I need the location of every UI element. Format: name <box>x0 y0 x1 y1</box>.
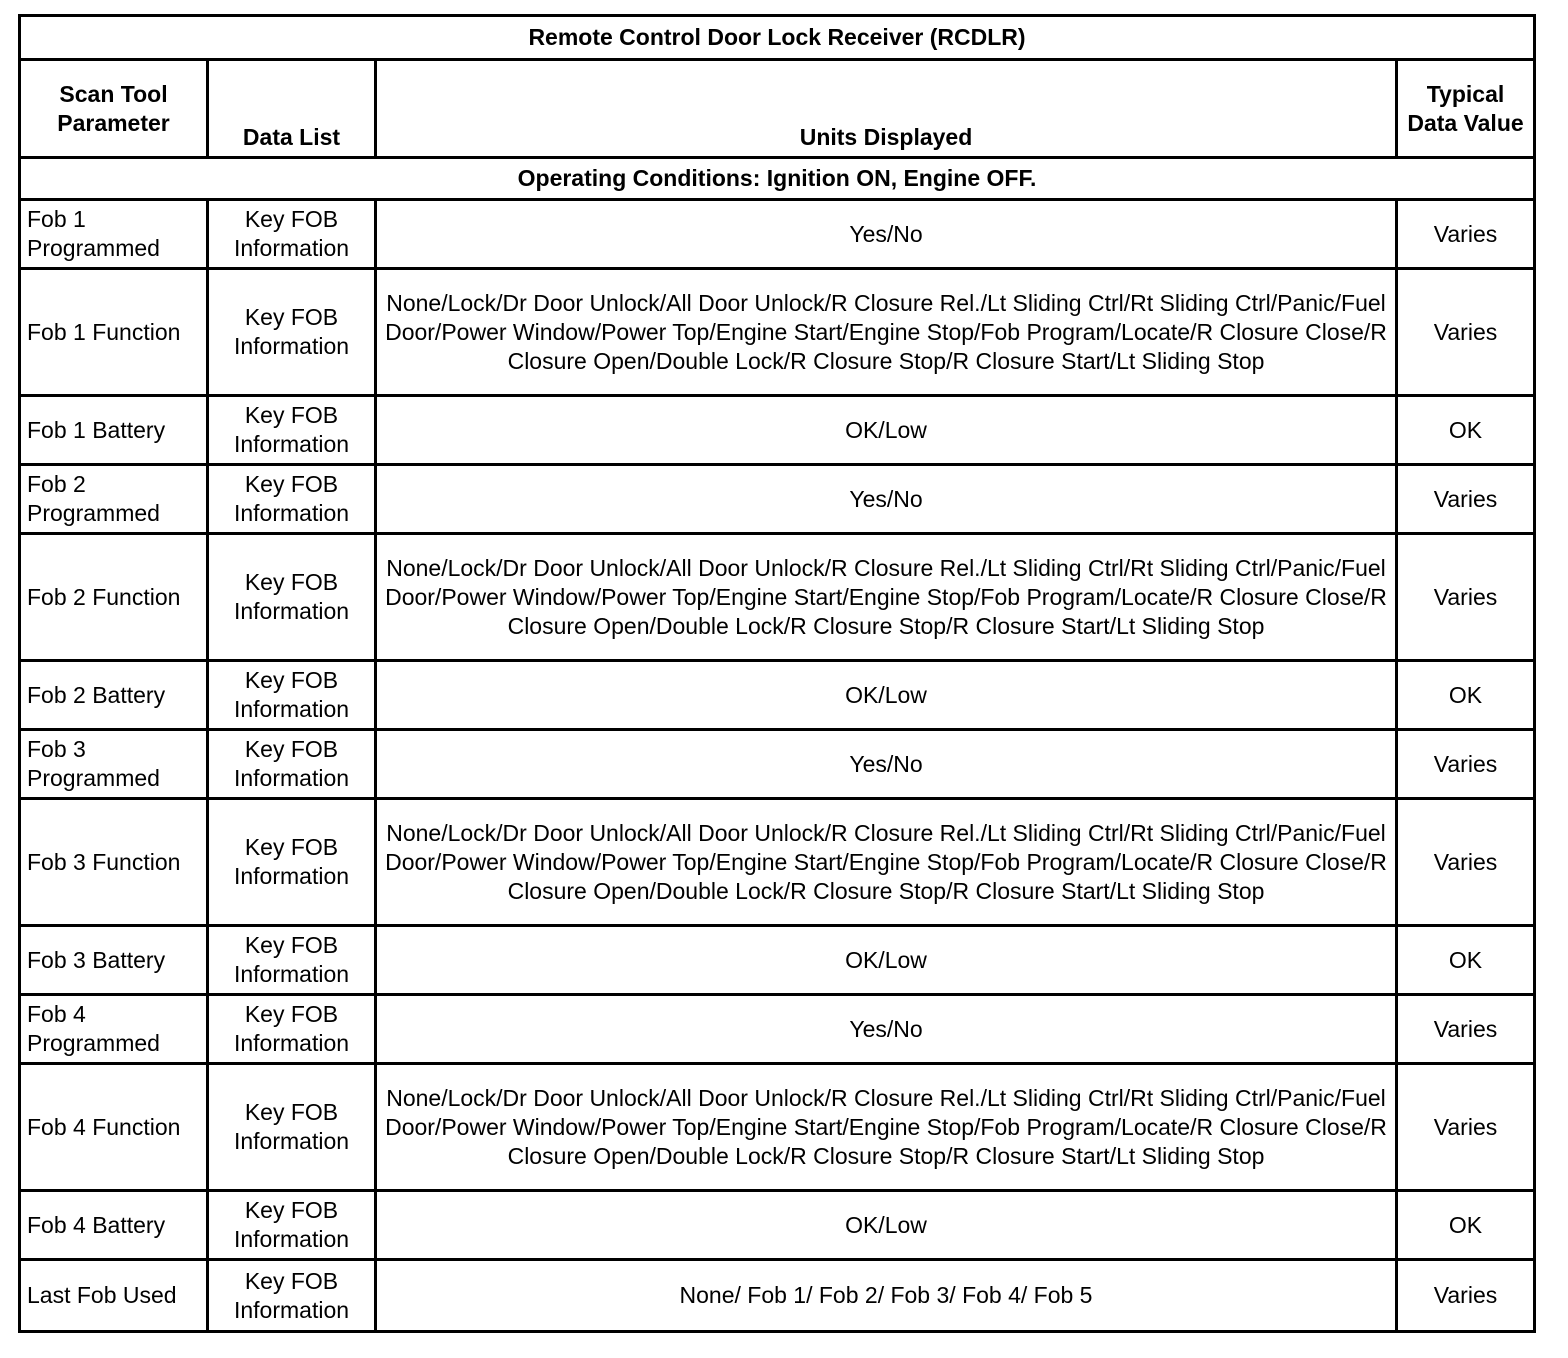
value-cell: Varies <box>1397 1064 1535 1191</box>
units-cell: Yes/No <box>376 465 1397 534</box>
data-list-cell: Key FOB Information <box>208 534 376 661</box>
units-cell: Yes/No <box>376 730 1397 799</box>
table-row <box>20 926 1535 995</box>
table-row <box>20 534 1535 661</box>
data-list-cell: Key FOB Information <box>208 200 376 269</box>
value-cell: Varies <box>1397 534 1535 661</box>
data-list-cell: Key FOB Information <box>208 269 376 396</box>
units-cell: OK/Low <box>376 1191 1397 1260</box>
value-cell: Varies <box>1397 465 1535 534</box>
units-cell: Yes/No <box>376 995 1397 1064</box>
parameter-cell: Fob 4 Battery <box>20 1191 208 1260</box>
parameter-cell: Fob 1 Programmed <box>20 200 208 269</box>
data-list-cell: Key FOB Information <box>208 730 376 799</box>
units-cell: None/Lock/Dr Door Unlock/All Door Unlock/R Closure Rel./Lt Sliding Ctrl/Rt Sliding Ctrl/Panic/Fuel Door/Power Window/Power Top/Engine Start/Engine Stop/Fob Program/Locate/R Closure Close/R Closure Open/Double Lock/R Closure Stop/R Closure Start/Lt Sliding Stop <box>376 534 1397 661</box>
table-row <box>20 1260 1535 1332</box>
header-units-displayed: Units Displayed <box>376 60 1397 158</box>
rcdlr-data-table <box>18 14 1536 1333</box>
data-list-cell: Key FOB Information <box>208 661 376 730</box>
parameter-cell: Fob 4 Programmed <box>20 995 208 1064</box>
value-cell: OK <box>1397 661 1535 730</box>
data-list-cell: Key FOB Information <box>208 1191 376 1260</box>
parameter-cell: Fob 2 Programmed <box>20 465 208 534</box>
value-cell: Varies <box>1397 995 1535 1064</box>
parameter-cell: Fob 1 Function <box>20 269 208 396</box>
header-data-list: Data List <box>208 60 376 158</box>
table-row <box>20 269 1535 396</box>
value-cell: Varies <box>1397 730 1535 799</box>
operating-conditions: Operating Conditions: Ignition ON, Engine OFF. <box>20 158 1535 200</box>
header-scan-tool-parameter: Scan Tool Parameter <box>20 60 208 158</box>
table-row <box>20 1191 1535 1260</box>
table-title: Remote Control Door Lock Receiver (RCDLR) <box>20 16 1535 60</box>
data-list-cell: Key FOB Information <box>208 1064 376 1191</box>
value-cell: OK <box>1397 926 1535 995</box>
table-row <box>20 730 1535 799</box>
table-row <box>20 465 1535 534</box>
units-cell: None/Lock/Dr Door Unlock/All Door Unlock/R Closure Rel./Lt Sliding Ctrl/Rt Sliding Ctrl/Panic/Fuel Door/Power Window/Power Top/Engine Start/Engine Stop/Fob Program/Locate/R Closure Close/R Closure Open/Double Lock/R Closure Stop/R Closure Start/Lt Sliding Stop <box>376 269 1397 396</box>
units-cell: None/ Fob 1/ Fob 2/ Fob 3/ Fob 4/ Fob 5 <box>376 1260 1397 1332</box>
data-list-cell: Key FOB Information <box>208 465 376 534</box>
value-cell: Varies <box>1397 269 1535 396</box>
units-cell: OK/Low <box>376 396 1397 465</box>
data-list-cell: Key FOB Information <box>208 926 376 995</box>
table-row <box>20 1064 1535 1191</box>
value-cell: Varies <box>1397 799 1535 926</box>
parameter-cell: Fob 3 Battery <box>20 926 208 995</box>
data-list-cell: Key FOB Information <box>208 799 376 926</box>
table-row <box>20 396 1535 465</box>
table-row <box>20 799 1535 926</box>
parameter-cell: Fob 3 Programmed <box>20 730 208 799</box>
table-row <box>20 661 1535 730</box>
units-cell: OK/Low <box>376 926 1397 995</box>
value-cell: OK <box>1397 1191 1535 1260</box>
data-list-cell: Key FOB Information <box>208 396 376 465</box>
units-cell: Yes/No <box>376 200 1397 269</box>
units-cell: None/Lock/Dr Door Unlock/All Door Unlock/R Closure Rel./Lt Sliding Ctrl/Rt Sliding Ctrl/Panic/Fuel Door/Power Window/Power Top/Engine Start/Engine Stop/Fob Program/Locate/R Closure Close/R Closure Open/Double Lock/R Closure Stop/R Closure Start/Lt Sliding Stop <box>376 1064 1397 1191</box>
parameter-cell: Fob 4 Function <box>20 1064 208 1191</box>
units-cell: OK/Low <box>376 661 1397 730</box>
parameter-cell: Fob 1 Battery <box>20 396 208 465</box>
units-cell: None/Lock/Dr Door Unlock/All Door Unlock/R Closure Rel./Lt Sliding Ctrl/Rt Sliding Ctrl/Panic/Fuel Door/Power Window/Power Top/Engine Start/Engine Stop/Fob Program/Locate/R Closure Close/R Closure Open/Double Lock/R Closure Stop/R Closure Start/Lt Sliding Stop <box>376 799 1397 926</box>
parameter-cell: Fob 3 Function <box>20 799 208 926</box>
value-cell: Varies <box>1397 1260 1535 1332</box>
value-cell: Varies <box>1397 200 1535 269</box>
parameter-cell: Fob 2 Battery <box>20 661 208 730</box>
parameter-cell: Fob 2 Function <box>20 534 208 661</box>
parameter-cell: Last Fob Used <box>20 1260 208 1332</box>
table-row <box>20 200 1535 269</box>
data-list-cell: Key FOB Information <box>208 995 376 1064</box>
header-typical-data-value: Typical Data Value <box>1397 60 1535 158</box>
table-row <box>20 995 1535 1064</box>
value-cell: OK <box>1397 396 1535 465</box>
data-list-cell: Key FOB Information <box>208 1260 376 1332</box>
